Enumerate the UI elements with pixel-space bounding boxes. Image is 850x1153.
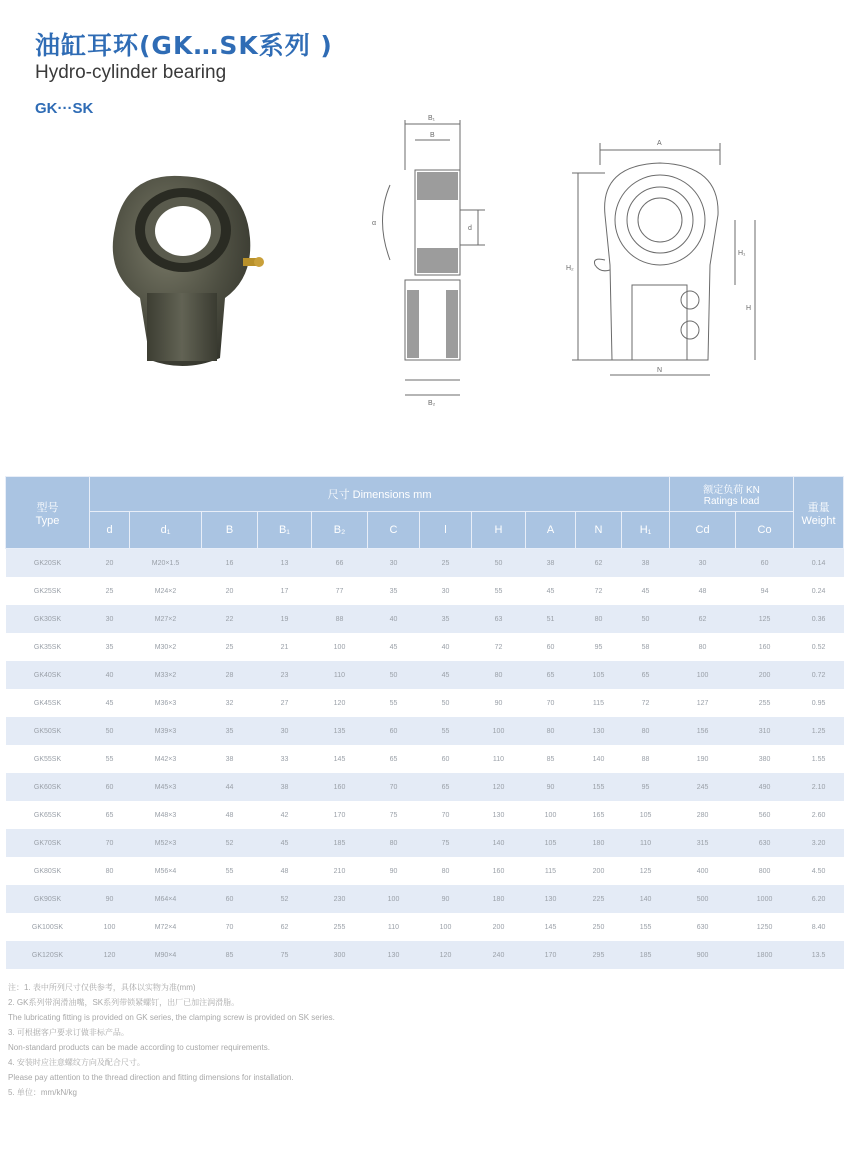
value-cell: 490 [736, 773, 794, 801]
value-cell: 90 [526, 773, 576, 801]
table-row [6, 689, 844, 717]
header-type: 型号 Type [6, 477, 90, 549]
table-row [6, 885, 844, 913]
subheader-4: B₂ [312, 512, 368, 549]
value-cell: 25 [90, 577, 130, 605]
value-cell: 55 [420, 717, 472, 745]
value-cell: 63 [472, 605, 526, 633]
value-cell: 80 [670, 633, 736, 661]
value-cell: M90×4 [130, 941, 202, 969]
value-cell: 140 [622, 885, 670, 913]
value-cell: 94 [736, 577, 794, 605]
value-cell: 255 [736, 689, 794, 717]
value-cell: 88 [312, 605, 368, 633]
front-view-drawing [560, 125, 760, 385]
value-cell: M20×1.5 [130, 549, 202, 578]
value-cell: 4.50 [794, 857, 844, 885]
value-cell: 0.36 [794, 605, 844, 633]
header-dimensions: 尺寸 Dimensions mm [90, 477, 670, 512]
subheader-5: C [368, 512, 420, 549]
type-cell: GK25SK [6, 577, 90, 605]
value-cell: 180 [576, 829, 622, 857]
value-cell: 55 [368, 689, 420, 717]
value-cell: 30 [368, 549, 420, 578]
value-cell: 90 [90, 885, 130, 913]
value-cell: 65 [368, 745, 420, 773]
value-cell: 80 [420, 857, 472, 885]
value-cell: 90 [472, 689, 526, 717]
value-cell: M48×3 [130, 801, 202, 829]
value-cell: 40 [90, 661, 130, 689]
value-cell: 38 [622, 549, 670, 578]
value-cell: M72×4 [130, 913, 202, 941]
dim-label-b: B [430, 132, 435, 139]
value-cell: 17 [258, 577, 312, 605]
value-cell: 115 [526, 857, 576, 885]
value-cell: 19 [258, 605, 312, 633]
value-cell: 35 [202, 717, 258, 745]
dim-label-b1: B₁ [428, 115, 436, 122]
value-cell: 90 [368, 857, 420, 885]
value-cell: M39×3 [130, 717, 202, 745]
value-cell: 25 [202, 633, 258, 661]
value-cell: 160 [472, 857, 526, 885]
table-row [6, 913, 844, 941]
table-row [6, 717, 844, 745]
value-cell: 0.95 [794, 689, 844, 717]
value-cell: 250 [576, 913, 622, 941]
value-cell: 60 [368, 717, 420, 745]
value-cell: 45 [420, 661, 472, 689]
subheader-2: B [202, 512, 258, 549]
value-cell: 33 [258, 745, 312, 773]
value-cell: 110 [368, 913, 420, 941]
value-cell: 55 [202, 857, 258, 885]
value-cell: 51 [526, 605, 576, 633]
dim-label-h2: H₂ [566, 265, 574, 272]
value-cell: 185 [312, 829, 368, 857]
value-cell: 45 [258, 829, 312, 857]
type-cell: GK80SK [6, 857, 90, 885]
value-cell: 35 [368, 577, 420, 605]
value-cell: 500 [670, 885, 736, 913]
value-cell: 1000 [736, 885, 794, 913]
value-cell: 1.55 [794, 745, 844, 773]
value-cell: 13 [258, 549, 312, 578]
value-cell: 0.24 [794, 577, 844, 605]
value-cell: M27×2 [130, 605, 202, 633]
value-cell: 180 [472, 885, 526, 913]
value-cell: 105 [576, 661, 622, 689]
value-cell: 1250 [736, 913, 794, 941]
value-cell: 45 [90, 689, 130, 717]
dim-label-alpha: α [372, 220, 377, 227]
subheader-7: H [472, 512, 526, 549]
value-cell: 310 [736, 717, 794, 745]
value-cell: 200 [736, 661, 794, 689]
value-cell: 55 [90, 745, 130, 773]
value-cell: 38 [202, 745, 258, 773]
subheader-11: Cd [670, 512, 736, 549]
value-cell: 62 [258, 913, 312, 941]
value-cell: 80 [576, 605, 622, 633]
value-cell: 48 [670, 577, 736, 605]
header-ratings: 额定负荷 KN Ratings load [670, 477, 794, 512]
type-cell: GK35SK [6, 633, 90, 661]
value-cell: 125 [622, 857, 670, 885]
value-cell: 800 [736, 857, 794, 885]
value-cell: 120 [420, 941, 472, 969]
value-cell: M64×4 [130, 885, 202, 913]
value-cell: 60 [202, 885, 258, 913]
value-cell: M30×2 [130, 633, 202, 661]
footnote-line: Non-standard products can be made according to customer requirements. [8, 1043, 270, 1052]
subheader-9: N [576, 512, 622, 549]
table-row [6, 605, 844, 633]
dim-label-d: d [468, 225, 472, 232]
value-cell: M56×4 [130, 857, 202, 885]
value-cell: M24×2 [130, 577, 202, 605]
value-cell: 380 [736, 745, 794, 773]
value-cell: 85 [526, 745, 576, 773]
subheader-12: Co [736, 512, 794, 549]
value-cell: 100 [90, 913, 130, 941]
value-cell: 30 [670, 549, 736, 578]
value-cell: 100 [526, 801, 576, 829]
value-cell: 62 [576, 549, 622, 578]
value-cell: 50 [90, 717, 130, 745]
dim-label-a: A [657, 140, 662, 147]
value-cell: 65 [526, 661, 576, 689]
value-cell: 70 [526, 689, 576, 717]
value-cell: 120 [472, 773, 526, 801]
type-cell: GK45SK [6, 689, 90, 717]
value-cell: 115 [576, 689, 622, 717]
value-cell: 50 [622, 605, 670, 633]
dim-label-n: N [657, 367, 663, 374]
value-cell: 120 [90, 941, 130, 969]
value-cell: 60 [90, 773, 130, 801]
value-cell: 50 [420, 689, 472, 717]
value-cell: 50 [368, 661, 420, 689]
value-cell: 60 [526, 633, 576, 661]
table-row [6, 661, 844, 689]
value-cell: 72 [576, 577, 622, 605]
value-cell: 30 [420, 577, 472, 605]
value-cell: 155 [576, 773, 622, 801]
value-cell: 155 [622, 913, 670, 941]
value-cell: 65 [622, 661, 670, 689]
value-cell: 28 [202, 661, 258, 689]
value-cell: 35 [90, 633, 130, 661]
subheader-1: d₁ [130, 512, 202, 549]
value-cell: 210 [312, 857, 368, 885]
value-cell: 60 [420, 745, 472, 773]
product-photo [95, 168, 275, 373]
value-cell: 170 [526, 941, 576, 969]
value-cell: 240 [472, 941, 526, 969]
table-row [6, 941, 844, 969]
value-cell: 21 [258, 633, 312, 661]
value-cell: 72 [622, 689, 670, 717]
dim-label-b2: B₂ [428, 400, 436, 407]
subheader-8: A [526, 512, 576, 549]
value-cell: 40 [420, 633, 472, 661]
value-cell: 62 [670, 605, 736, 633]
value-cell: 130 [368, 941, 420, 969]
value-cell: 255 [312, 913, 368, 941]
value-cell: 75 [420, 829, 472, 857]
table-row [6, 773, 844, 801]
side-view-drawing [360, 110, 490, 410]
type-cell: GK65SK [6, 801, 90, 829]
table-row [6, 829, 844, 857]
value-cell: 200 [576, 857, 622, 885]
value-cell: 80 [472, 661, 526, 689]
value-cell: 48 [258, 857, 312, 885]
value-cell: 140 [472, 829, 526, 857]
value-cell: 130 [576, 717, 622, 745]
value-cell: 13.5 [794, 941, 844, 969]
type-cell: GK50SK [6, 717, 90, 745]
type-cell: GK60SK [6, 773, 90, 801]
value-cell: 125 [736, 605, 794, 633]
value-cell: 0.72 [794, 661, 844, 689]
footnote-line: The lubricating fitting is provided on GK series, the clamping screw is provided on SK series. [8, 1013, 335, 1022]
series-label: GK···SK [35, 100, 94, 117]
value-cell: 44 [202, 773, 258, 801]
value-cell: 40 [368, 605, 420, 633]
value-cell: 75 [368, 801, 420, 829]
value-cell: 130 [472, 801, 526, 829]
value-cell: 140 [576, 745, 622, 773]
value-cell: 22 [202, 605, 258, 633]
value-cell: 65 [90, 801, 130, 829]
value-cell: 315 [670, 829, 736, 857]
value-cell: 77 [312, 577, 368, 605]
value-cell: 80 [526, 717, 576, 745]
value-cell: 16 [202, 549, 258, 578]
value-cell: 70 [368, 773, 420, 801]
value-cell: 560 [736, 801, 794, 829]
value-cell: 32 [202, 689, 258, 717]
value-cell: 630 [736, 829, 794, 857]
value-cell: 72 [472, 633, 526, 661]
value-cell: 95 [622, 773, 670, 801]
footnote-line: 4. 安装时应注意螺纹方向及配合尺寸。 [8, 1058, 145, 1067]
value-cell: 100 [670, 661, 736, 689]
dim-label-h1: H₁ [738, 250, 746, 257]
value-cell: M45×3 [130, 773, 202, 801]
value-cell: 225 [576, 885, 622, 913]
table-row [6, 857, 844, 885]
value-cell: 120 [312, 689, 368, 717]
type-cell: GK55SK [6, 745, 90, 773]
value-cell: 130 [526, 885, 576, 913]
value-cell: 20 [90, 549, 130, 578]
value-cell: 280 [670, 801, 736, 829]
value-cell: 55 [472, 577, 526, 605]
value-cell: 70 [202, 913, 258, 941]
type-cell: GK30SK [6, 605, 90, 633]
type-cell: GK120SK [6, 941, 90, 969]
value-cell: 170 [312, 801, 368, 829]
value-cell: M42×3 [130, 745, 202, 773]
value-cell: 58 [622, 633, 670, 661]
value-cell: 88 [622, 745, 670, 773]
bearing-neck [147, 293, 217, 361]
value-cell: 48 [202, 801, 258, 829]
type-cell: GK90SK [6, 885, 90, 913]
table-row [6, 745, 844, 773]
page-title-en: Hydro-cylinder bearing [35, 62, 227, 83]
table-row [6, 633, 844, 661]
value-cell: 400 [670, 857, 736, 885]
value-cell: 105 [622, 801, 670, 829]
footnote-line: 3. 可根据客户要求订做非标产品。 [8, 1028, 129, 1037]
value-cell: 45 [368, 633, 420, 661]
value-cell: 70 [420, 801, 472, 829]
value-cell: 25 [420, 549, 472, 578]
value-cell: 80 [368, 829, 420, 857]
value-cell: 6.20 [794, 885, 844, 913]
value-cell: 42 [258, 801, 312, 829]
value-cell: M33×2 [130, 661, 202, 689]
value-cell: 110 [622, 829, 670, 857]
value-cell: 52 [258, 885, 312, 913]
value-cell: 160 [736, 633, 794, 661]
value-cell: 165 [576, 801, 622, 829]
value-cell: 3.20 [794, 829, 844, 857]
value-cell: 127 [670, 689, 736, 717]
value-cell: 90 [420, 885, 472, 913]
grease-nipple-cap [254, 257, 264, 267]
value-cell: 0.52 [794, 633, 844, 661]
value-cell: 1800 [736, 941, 794, 969]
subheader-3: B₁ [258, 512, 312, 549]
value-cell: 30 [90, 605, 130, 633]
value-cell: 135 [312, 717, 368, 745]
dim-label-h: H [746, 305, 752, 312]
value-cell: 295 [576, 941, 622, 969]
value-cell: 23 [258, 661, 312, 689]
table-row [6, 549, 844, 578]
value-cell: 20 [202, 577, 258, 605]
footnote-line: 注：1. 表中所列尺寸仅供参考，具体以实物为准(mm) [8, 983, 196, 992]
value-cell: 100 [312, 633, 368, 661]
value-cell: 70 [90, 829, 130, 857]
value-cell: 95 [576, 633, 622, 661]
type-cell: GK100SK [6, 913, 90, 941]
value-cell: 1.25 [794, 717, 844, 745]
value-cell: 190 [670, 745, 736, 773]
value-cell: 145 [312, 745, 368, 773]
value-cell: 60 [736, 549, 794, 578]
page-title-cn: 油缸耳环(GK…SK系列 ) [35, 31, 333, 60]
value-cell: 85 [202, 941, 258, 969]
value-cell: 230 [312, 885, 368, 913]
value-cell: 105 [526, 829, 576, 857]
value-cell: 900 [670, 941, 736, 969]
value-cell: 38 [258, 773, 312, 801]
table-row [6, 801, 844, 829]
value-cell: 160 [312, 773, 368, 801]
value-cell: 65 [420, 773, 472, 801]
value-cell: 8.40 [794, 913, 844, 941]
value-cell: M36×3 [130, 689, 202, 717]
table-row [6, 577, 844, 605]
value-cell: 200 [472, 913, 526, 941]
specs-table [5, 476, 843, 969]
value-cell: 110 [312, 661, 368, 689]
value-cell: 156 [670, 717, 736, 745]
footnotes [8, 980, 488, 1100]
value-cell: 27 [258, 689, 312, 717]
value-cell: 30 [258, 717, 312, 745]
value-cell: 630 [670, 913, 736, 941]
value-cell: 145 [526, 913, 576, 941]
type-cell: GK20SK [6, 549, 90, 578]
value-cell: 80 [622, 717, 670, 745]
footnote-line: Please pay attention to the thread direction and fitting dimensions for installation. [8, 1073, 294, 1082]
subheader-0: d [90, 512, 130, 549]
value-cell: 50 [472, 549, 526, 578]
value-cell: 45 [526, 577, 576, 605]
value-cell: 38 [526, 549, 576, 578]
value-cell: 0.14 [794, 549, 844, 578]
value-cell: 110 [472, 745, 526, 773]
value-cell: 185 [622, 941, 670, 969]
value-cell: 100 [368, 885, 420, 913]
value-cell: 80 [90, 857, 130, 885]
value-cell: 45 [622, 577, 670, 605]
value-cell: 75 [258, 941, 312, 969]
value-cell: M52×3 [130, 829, 202, 857]
type-cell: GK40SK [6, 661, 90, 689]
value-cell: 245 [670, 773, 736, 801]
footnote-line: 5. 单位：mm/kN/kg [8, 1088, 77, 1097]
type-cell: GK70SK [6, 829, 90, 857]
value-cell: 66 [312, 549, 368, 578]
value-cell: 2.10 [794, 773, 844, 801]
value-cell: 52 [202, 829, 258, 857]
value-cell: 300 [312, 941, 368, 969]
footnote-line: 2. GK系列带润滑油嘴，SK系列带锁紧螺钉，出厂已加注润滑脂。 [8, 998, 240, 1007]
subheader-6: l [420, 512, 472, 549]
value-cell: 100 [420, 913, 472, 941]
value-cell: 2.60 [794, 801, 844, 829]
value-cell: 100 [472, 717, 526, 745]
bore-hole [155, 206, 211, 256]
subheader-10: H₁ [622, 512, 670, 549]
value-cell: 35 [420, 605, 472, 633]
header-weight: 重量 Weight [794, 477, 844, 549]
